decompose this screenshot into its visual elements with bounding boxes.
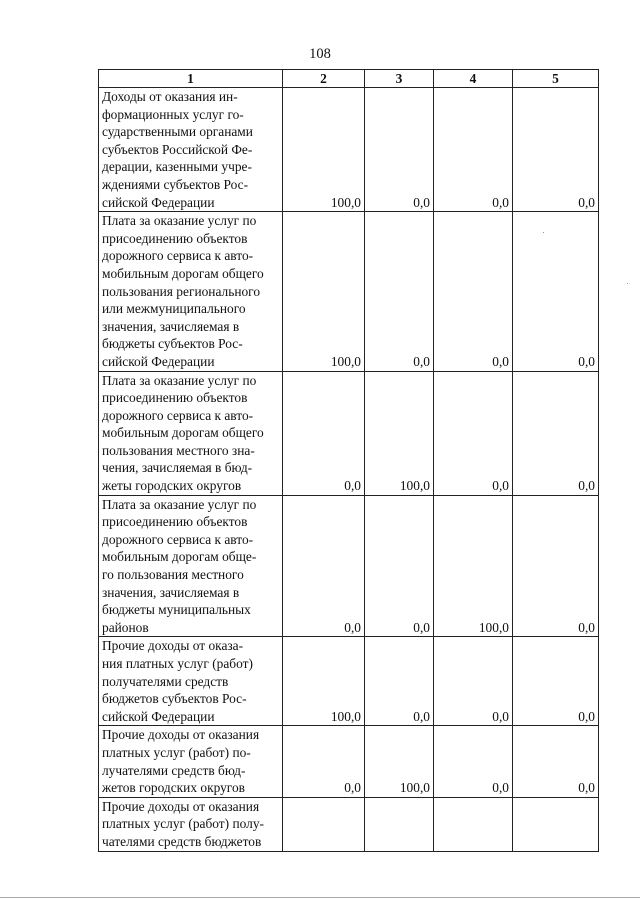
row-value-col2: 0,0: [283, 371, 365, 495]
row-value-col5: 0,0: [513, 88, 599, 212]
row-value-col2: 100,0: [283, 212, 365, 371]
row-description: Прочие доходы от оказа- ния платных услуг (работ) получателями средств бюджетов субъектов Рос- сийской Федерации: [99, 637, 283, 726]
row-description: Доходы от оказания ин- формационных услуг го- сударственными органами субъектов Российской Фе- дерации, казенными учре- ждениями субъектов Рос- сийской Федерации: [99, 88, 283, 212]
row-description: Прочие доходы от оказания платных услуг (работ) по- лучателями средств бюд- жетов городских округов: [99, 726, 283, 797]
column-header-5: 5: [513, 70, 599, 88]
row-value-col3: 0,0: [365, 495, 434, 637]
row-value-col2: 0,0: [283, 495, 365, 637]
row-value-col5: 0,0: [513, 495, 599, 637]
row-value-col2: 100,0: [283, 88, 365, 212]
row-value-col4: 0,0: [434, 212, 513, 371]
table-row: [99, 88, 599, 212]
scan-speck: [543, 232, 544, 233]
row-description: Прочие доходы от оказания платных услуг (работ) полу- чателями средств бюджетов: [99, 797, 283, 851]
table-row: [99, 495, 599, 637]
column-header-1: 1: [99, 70, 283, 88]
row-value-col3: [365, 797, 434, 851]
row-value-col3: 0,0: [365, 637, 434, 726]
row-value-col4: 0,0: [434, 371, 513, 495]
column-header-3: 3: [365, 70, 434, 88]
row-description: Плата за оказание услуг по присоединению объектов дорожного сервиса к авто- мобильным дорогам обще- го пользования местного значения, зачисляемая в бюджеты муниципальных районов: [99, 495, 283, 637]
column-header-2: 2: [283, 70, 365, 88]
table-row: [99, 371, 599, 495]
page-number: 108: [309, 46, 331, 62]
column-header-4: 4: [434, 70, 513, 88]
row-value-col4: 0,0: [434, 88, 513, 212]
row-value-col2: 100,0: [283, 637, 365, 726]
row-value-col3: 0,0: [365, 212, 434, 371]
row-description: Плата за оказание услуг по присоединению объектов дорожного сервиса к авто- мобильным дорогам общего пользования местного зна- чения, зачисляемая в бюд- жеты городских округов: [99, 371, 283, 495]
row-value-col5: 0,0: [513, 371, 599, 495]
row-value-col5: 0,0: [513, 212, 599, 371]
row-value-col5: [513, 797, 599, 851]
row-value-col3: 100,0: [365, 726, 434, 797]
table-header-row: [99, 70, 599, 88]
row-value-col5: 0,0: [513, 726, 599, 797]
table-row: [99, 637, 599, 726]
scan-edge-line: [0, 897, 640, 898]
row-value-col4: [434, 797, 513, 851]
row-value-col4: 0,0: [434, 637, 513, 726]
row-value-col3: 0,0: [365, 88, 434, 212]
row-value-col4: 100,0: [434, 495, 513, 637]
revenue-distribution-table: [98, 69, 599, 852]
row-value-col5: 0,0: [513, 637, 599, 726]
row-value-col2: 0,0: [283, 726, 365, 797]
table-row: [99, 726, 599, 797]
row-value-col3: 100,0: [365, 371, 434, 495]
row-value-col4: 0,0: [434, 726, 513, 797]
scan-speck: [627, 283, 628, 284]
row-value-col2: [283, 797, 365, 851]
row-description: Плата за оказание услуг по присоединению объектов дорожного сервиса к авто- мобильным дорогам общего пользования регионального или межмуниципального значения, зачисляемая в бюджеты субъектов Рос- сийской Федерации: [99, 212, 283, 371]
table-row: [99, 797, 599, 851]
table-row: [99, 212, 599, 371]
